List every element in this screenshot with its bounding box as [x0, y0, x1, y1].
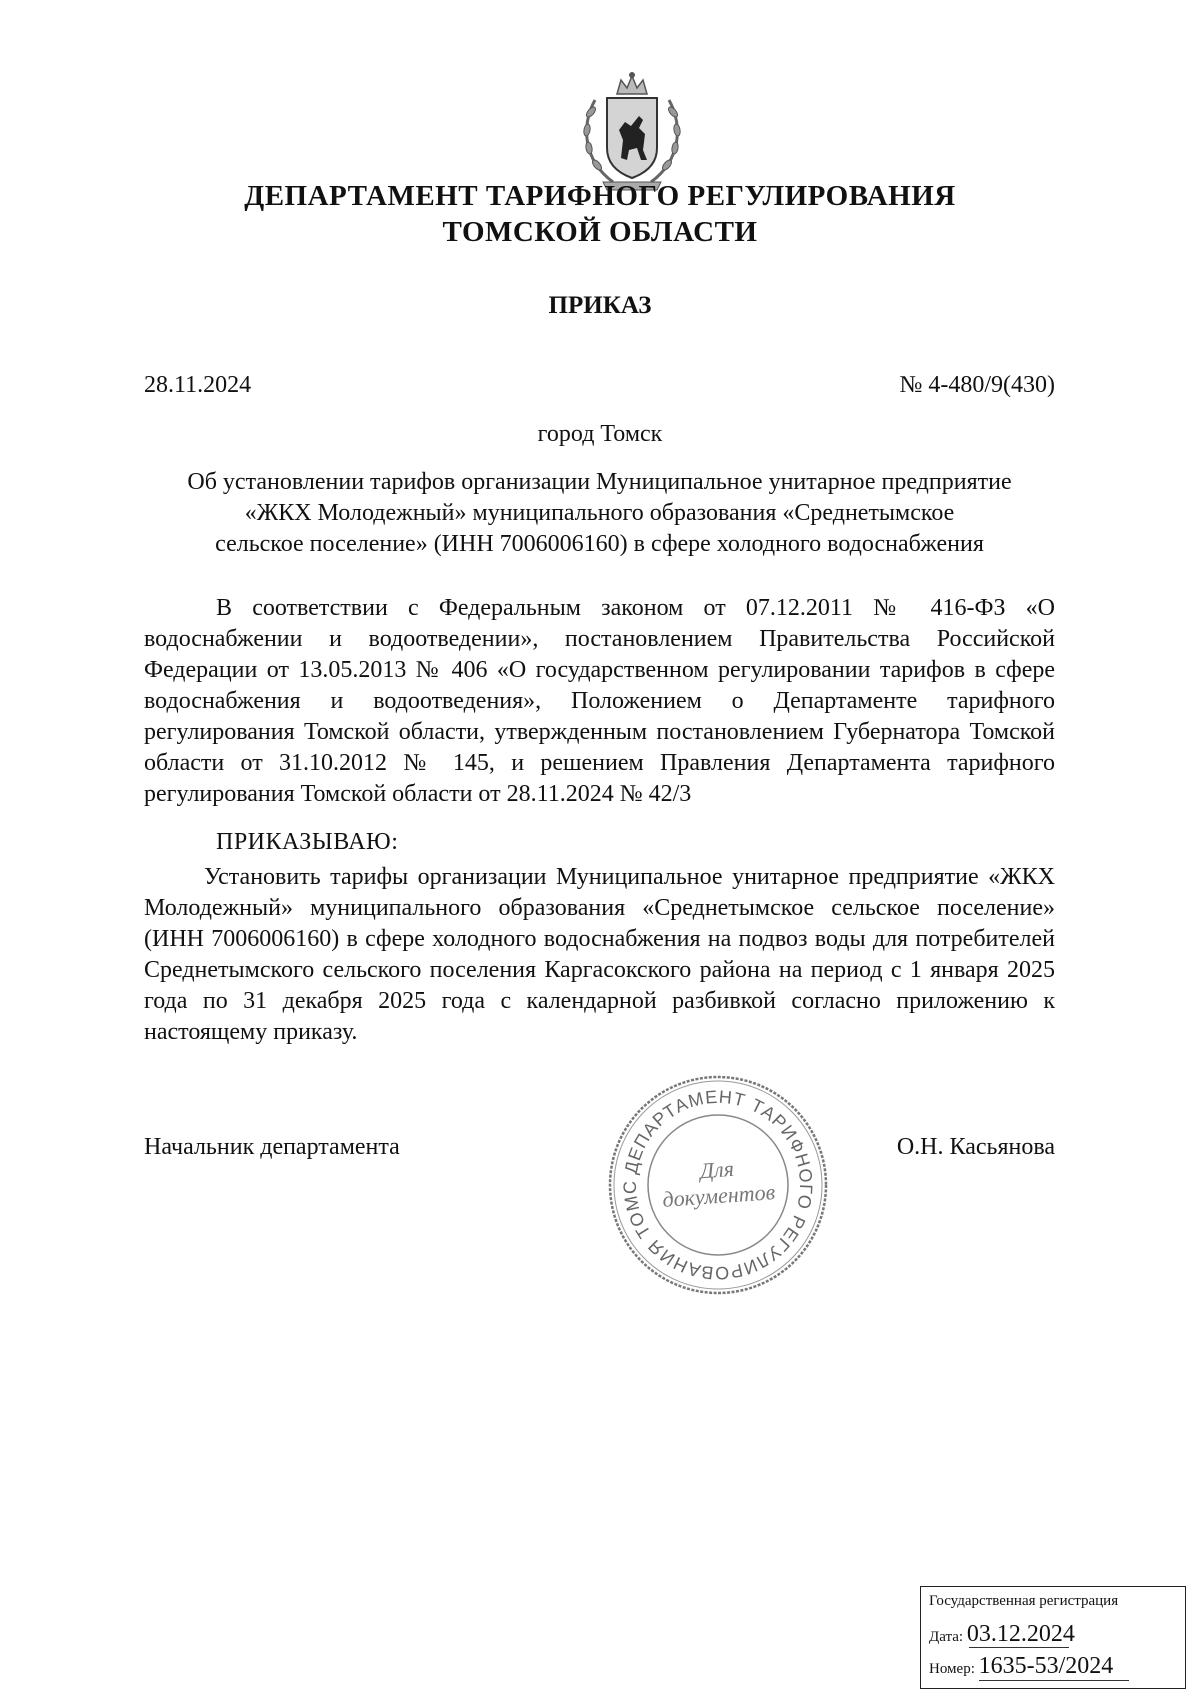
registration-number-label: Номер: — [929, 1661, 975, 1677]
signatory-title: Начальник департамента — [144, 1134, 400, 1160]
department-name-line2: ТОМСКОЙ ОБЛАСТИ — [442, 216, 758, 248]
preamble-paragraph — [144, 593, 1055, 810]
number-underline — [979, 1680, 1129, 1681]
subject-line: сельское поселение» (ИНН 7006006160) в сфере холодного водоснабжения — [215, 531, 984, 557]
stamp-center-line2: документов — [661, 1179, 776, 1212]
official-stamp — [598, 1065, 838, 1305]
registration-date-label: Дата: — [929, 1629, 964, 1645]
order-directive-word: ПРИКАЗЫВАЮ: — [216, 829, 399, 855]
subject-line: «ЖКХ Молодежный» муниципального образования «Среднетымское — [244, 500, 955, 526]
registration-heading: Государственная регистрация — [929, 1593, 1119, 1609]
registration-number-value: 1635-53/2024 — [978, 1653, 1114, 1679]
order-date: 28.11.2024 — [144, 372, 252, 398]
state-registration-box — [920, 1586, 1186, 1689]
department-name-line1: ДЕПАРТАМЕНТ ТАРИФНОГО РЕГУЛИРОВАНИЯ — [244, 180, 956, 212]
date-underline — [969, 1647, 1069, 1648]
document-type-title: ПРИКАЗ — [548, 292, 652, 319]
subject-line: Об установлении тарифов организации Муниципальное унитарное предприятие — [187, 469, 1012, 495]
order-subject — [144, 467, 1055, 560]
stamp-ring-text: ДЕПАРТАМЕНТ ТАРИФНОГО РЕГУЛИРОВАНИЯ ТОМС — [619, 1086, 817, 1284]
signatory-name: О.Н. Касьянова — [896, 1134, 1055, 1160]
directive-paragraph: Установить тарифы организации Муниципальное унитарное предприятие «ЖКХ Молодежный» муниципального образования «Среднетымское сельское поселение» (ИНН 7006006160) в сфере холодного водоснабжения на подвоз воды для потребителей Среднетымского сельского поселения Каргасокского района на период с 1 января 2025 года по 31 декабря 2025 года с календарной разбивкой согласно приложению к настоящему приказу. — [144, 864, 1055, 1045]
preamble-text: В соответствии с Федеральным законом от 07.12.2011 № 416-ФЗ «О водоснабжении и водоотведении», постановлением Правительства Российской Федерации от 13.05.2013 № 406 «О государственном регулировании тарифов в сфере водоснабжения и водоотведения», Положением о Департаменте тарифного регулирования Томской области, утвержденным постановлением Губернатора Томской области от 31.10.2012 № 145, и решением Правления Департамента тарифного регулирования Томской области от 28.11.2024 № 42/3 — [144, 595, 1055, 807]
registration-date-value: 03.12.2024 — [966, 1621, 1075, 1647]
stamp-seal-icon — [598, 1065, 838, 1305]
stamp-center-line1: Для — [699, 1155, 735, 1184]
order-number: № 4-480/9(430) — [899, 372, 1055, 398]
city: город Томск — [537, 421, 663, 447]
